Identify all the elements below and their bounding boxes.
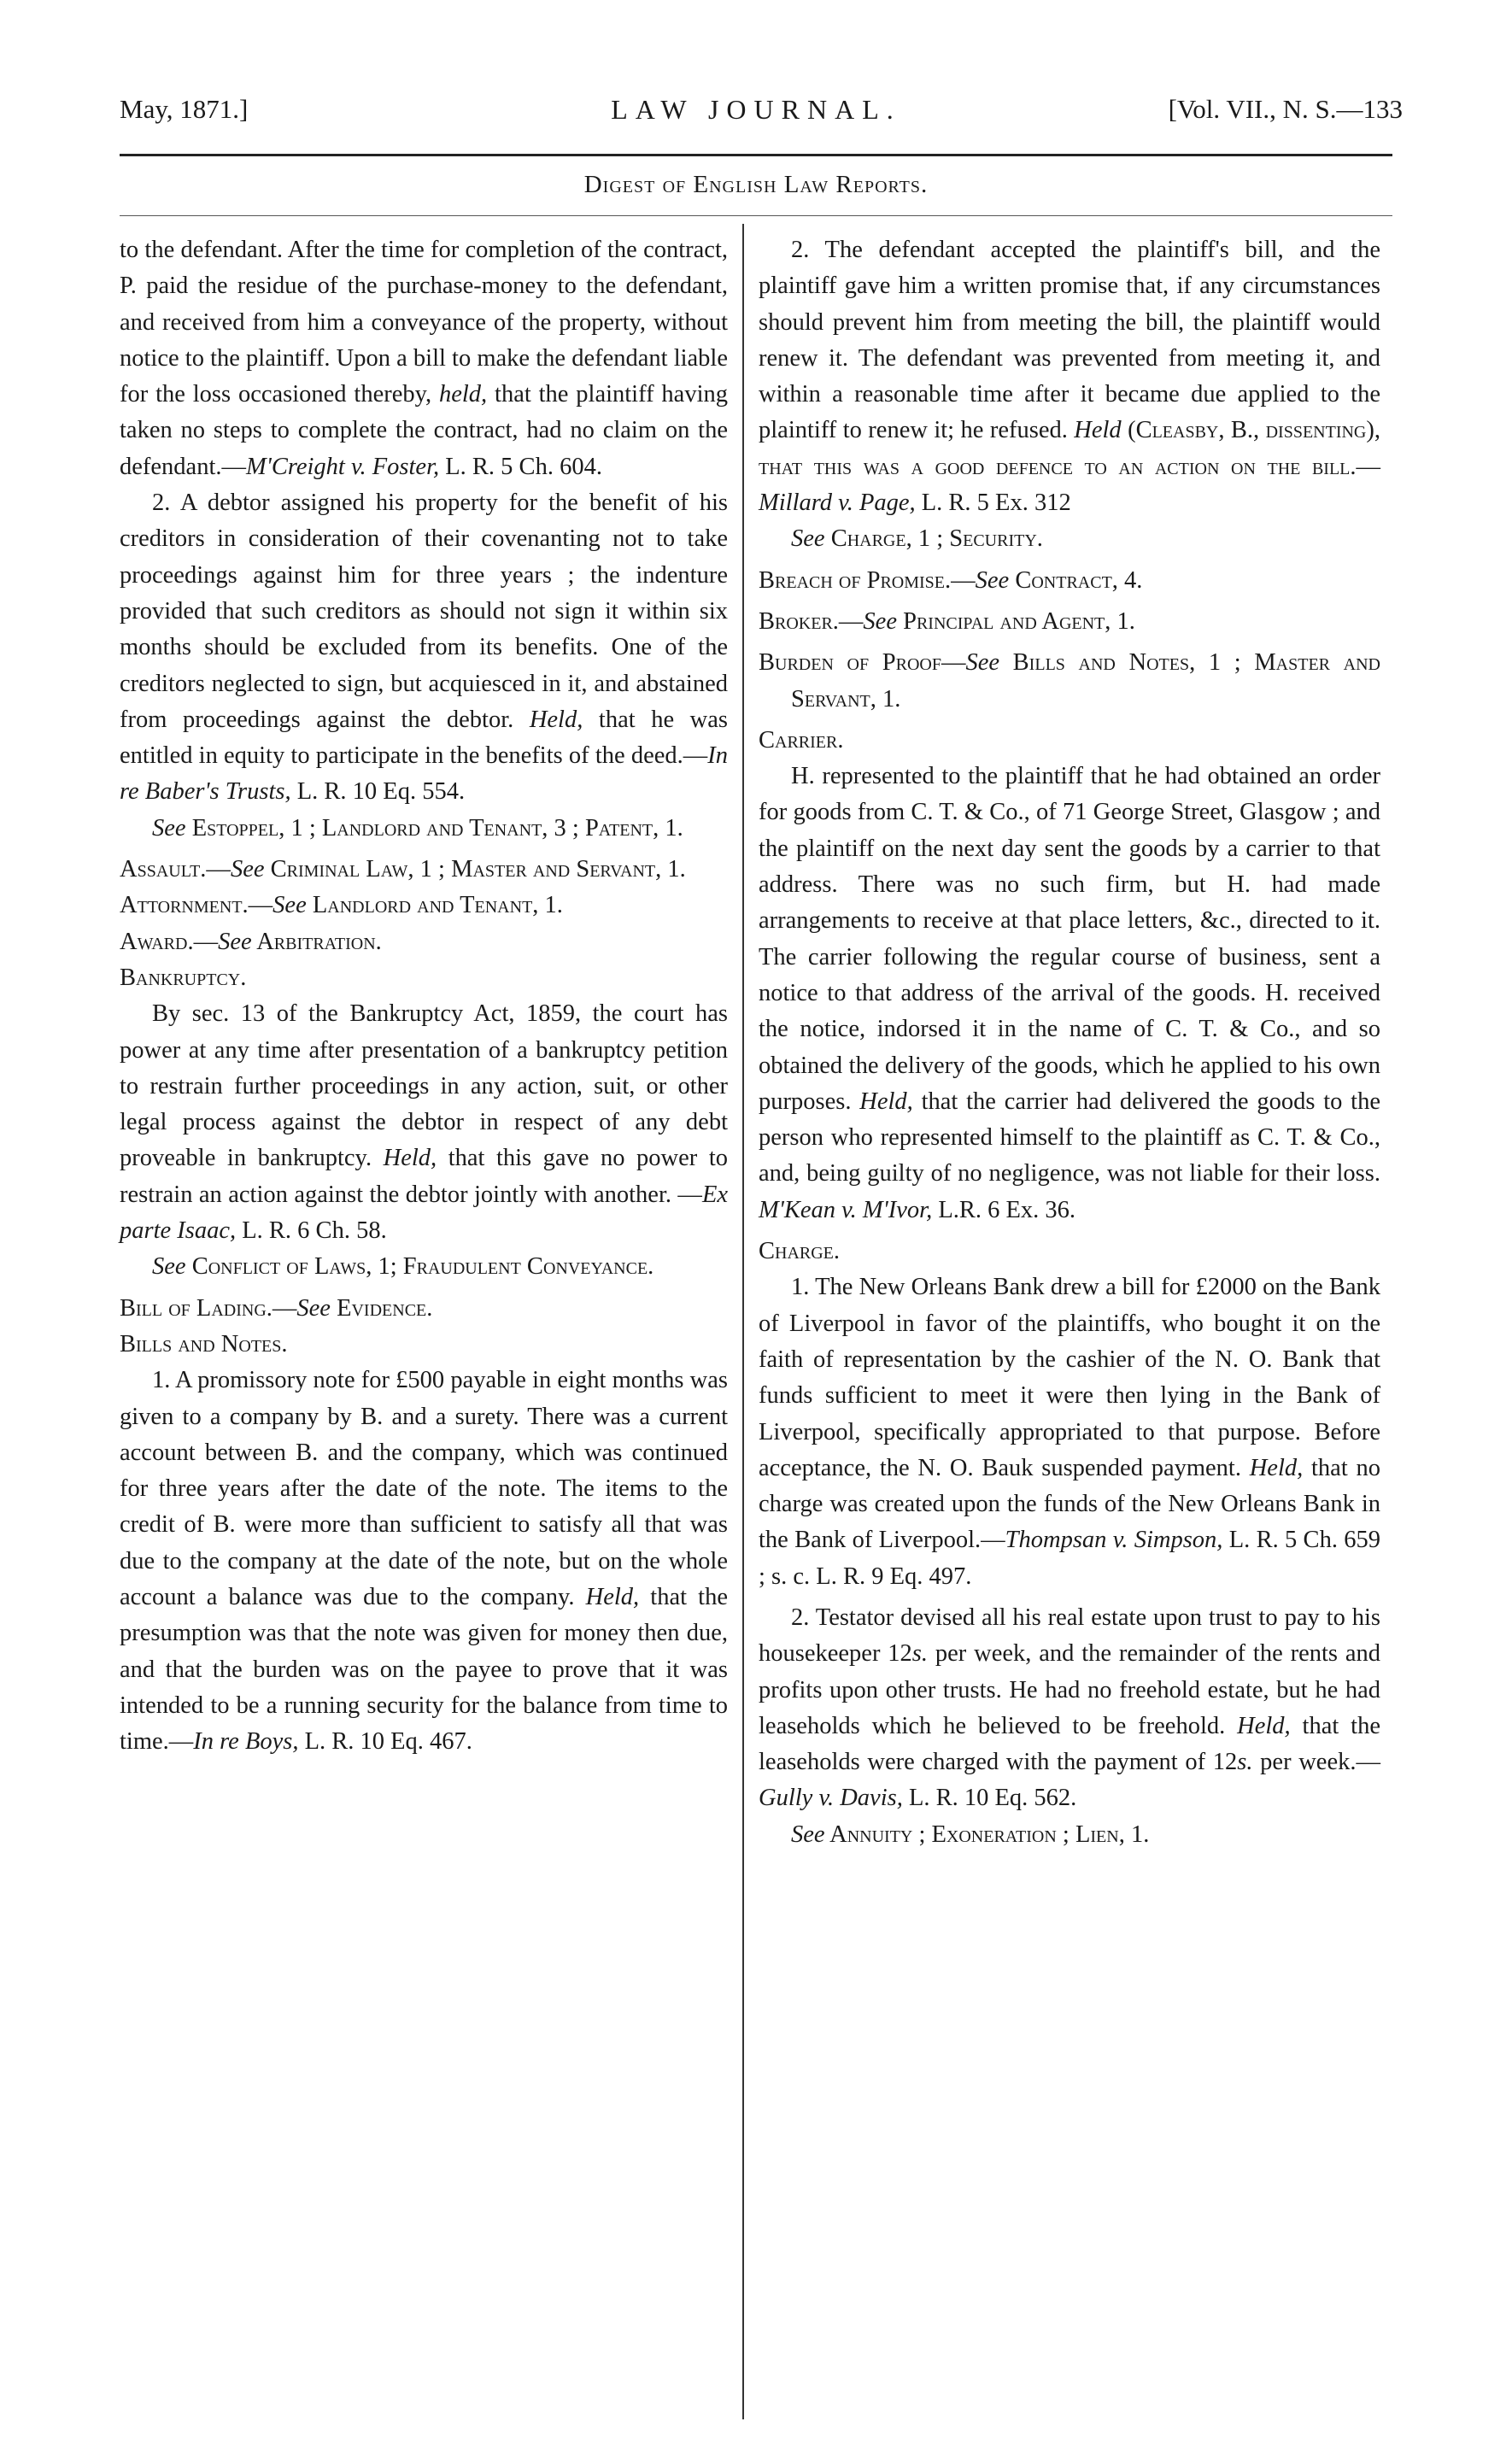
index-entry-bill-of-lading: Bill of Lading.—See Evidence. (120, 1294, 433, 1322)
index-entry-breach-of-promise: Breach of Promise.—See Contract, 4. (759, 566, 1143, 594)
cross-reference: See Annuity ; Exoneration ; Lien, 1. (791, 1821, 1150, 1848)
index-entry-broker: Broker.—See Principal and Agent, 1. (759, 607, 1135, 635)
paragraph: 2. The defendant accepted the plaintiff's bill, and the plaintiff gave him a written promise that, if any circumstances should prevent him from meeting the bill, the plaintiff would renew it. The defendant was prevented from meeting it, and within a reasonable time after it became due applied to the plaintiff to renew it; he refused. Held (Cleasby, B., dissenting), that this was a good defence to an action on the bill.—Millard v. Page, L. R. 5 Ex. 312 (759, 237, 1380, 517)
heading-bills-and-notes: Bills and Notes. (120, 1330, 288, 1357)
paragraph: H. represented to the plaintiff that he had obtained an order for goods from C. T. & Co., of 71 George Street, Glasgow ; and the plaintiff on the next day sent the goods by a carrier to that address. There was no such firm, but H. had made arrangements to receive at that place letters, &c., directed to it. The carrier following the regular course of business, sent a notice to that address of the arrival of the goods. H. received the notice, indorsed it in the name of C. T. & Co., and so obtained the delivery of the goods, which he applied to his own purposes. Held, that the carrier had delivered the goods to the person who represented himself to the plaintiff as C. T. & Co., and, being guilty of no negligence, was not liable for their loss. M'Kean v. M'Ivor, L.R. 6 Ex. 36. (759, 763, 1381, 1223)
index-entry-award: Award.—See Arbitration. (120, 928, 382, 955)
paragraph: 1. A promissory note for £500 payable in eight months was given to a company by B. and a surety. There was a current account between B. and the company, which was continued for three years after the date of the note. The items to the credit of B. were more than sufficient to satisfy all that was due to the company at the date of the note, but on the whole account a balance was due to the company. Held, that the presumption was that the note was given for money then due, and that the burden was on the payee to prove that it was intended to be a running security for the balance from time to time.—In re Boys, L. R. 10 Eq. 467. (120, 1367, 728, 1756)
heading-charge: Charge. (759, 1238, 841, 1265)
header-rule (120, 154, 1392, 156)
volume-page-number: [Vol. VII., N. S.—133 (1168, 94, 1403, 124)
left-column (120, 232, 728, 1760)
heading-carrier: Carrier. (759, 726, 844, 753)
index-entry-attornment: Attornment.—See Landlord and Tenant, 1. (120, 892, 563, 919)
header-date: May, 1871.] (120, 94, 249, 124)
section-title: Digest of English Law Reports. (583, 171, 929, 198)
subtitle-rule (120, 215, 1392, 216)
index-entry-burden-of-proof: Burden of Proof—See Bills and Notes, 1 ; Master and Servant, 1. (759, 649, 1380, 712)
paragraph: to the defendant. After the time for completion of the contract, P. paid the residue of the purchase-money to the defendant, and received from him a conveyance of the property, without notice to the plaintiff. Upon a bill to make the defendant liable for the loss occasioned thereby, held, that the plaintiff having taken no steps to complete the contract, had no claim on the defendant.—M'Creight v. Foster, L. R. 5 Ch. 604. (120, 237, 728, 480)
paragraph: 1. The New Orleans Bank drew a bill for £2000 on the Bank of Liverpool in favor of the plaintiffs, who bought it on the faith of representation by the cashier of the N. O. Bank that funds sufficient to meet it were then lying in the Bank of Liverpool, specifically appropriated to that purpose. Before acceptance, the N. O. Bauk suspended payment. Held, that no charge was created upon the funds of the New Orleans Bank in the Bank of Liverpool.—Thompsan v. Simpson, L. R. 5 Ch. 659 ; s. c. L. R. 9 Eq. 497. (759, 1274, 1380, 1590)
index-entry-assault: Assault.—See Criminal Law, 1 ; Master and Servant, 1. (120, 856, 686, 883)
paragraph: 2. A debtor assigned his property for the benefit of his creditors in consideration of their covenanting not to take proceedings against him for three years ; the indenture provided that such creditors as should not sign it within six months should be excluded from its benefits. One of the creditors neglected to sign, but acquiesced in it, and abstained from proceedings against the debtor. Held, that he was entitled in equity to participate in the benefits of the deed.—In re Baber's Trusts, L. R. 10 Eq. 554. (120, 490, 728, 806)
heading-bankruptcy: Bankruptcy. (120, 964, 247, 991)
paragraph: 2. Testator devised all his real estate upon trust to pay to his housekeeper 12s. per week, and the remainder of the rents and profits upon other trusts. He had no freehold estate, but he had leaseholds which he believed to be freehold. Held, that the leaseholds were charged with the payment of 12s. per week.—Gully v. Davis, L. R. 10 Eq. 562. (759, 1604, 1380, 1812)
cross-reference: See Conflict of Laws, 1; Fraudulent Conveyance. (152, 1253, 654, 1281)
cross-reference: See Estoppel, 1 ; Landlord and Tenant, 3 ; Patent, 1. (152, 814, 683, 841)
right-column (759, 232, 1380, 1853)
paragraph: By sec. 13 of the Bankruptcy Act, 1859, the court has power at any time after presentation of a bankruptcy petition to restrain further proceedings in any action, suit, or other legal process against the debtor in respect of any debt proveable in bankruptcy. Held, that this gave no power to restrain an action against the debtor jointly with another. —Ex parte Isaac, L. R. 6 Ch. 58. (120, 1000, 728, 1245)
journal-title: LAW JOURNAL. (611, 94, 901, 125)
column-divider (742, 224, 744, 2419)
cross-reference: See Charge, 1 ; Security. (791, 525, 1043, 553)
